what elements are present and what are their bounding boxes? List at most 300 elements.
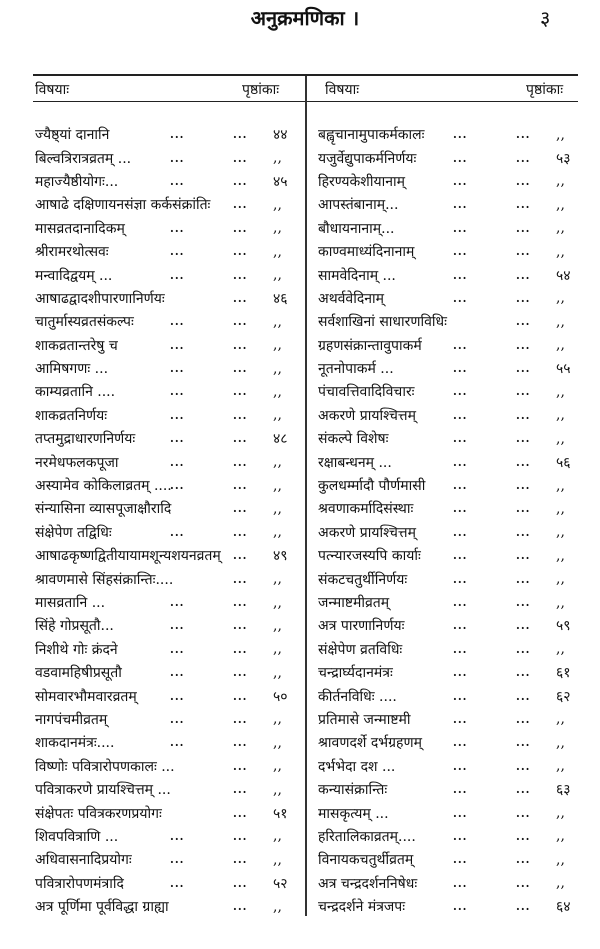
entry-page: ,, [556,243,565,260]
index-entry [35,310,305,333]
entry-title: चातुर्मास्यव्रतसंकल्पः [35,314,134,331]
entry-title: शाकव्रतान्तरेषु च [35,337,118,354]
entry-page: ५१ [273,805,288,822]
index-entry [35,755,305,778]
dot-leader: ... [453,712,468,726]
entry-page: ,, [273,196,282,213]
entry-page: ,, [556,477,565,494]
entry-title: अथर्ववेदिनाम् [318,290,385,307]
dot-leader: ... [170,128,185,142]
dot-leader: ... [516,268,531,282]
page-title: अनुक्रमणिका । [250,6,360,30]
index-entry [318,567,588,590]
entry-page: ,, [273,407,282,424]
index-entry [318,591,588,614]
dot-leader: ... [453,596,468,609]
dot-leader: ... [453,455,468,469]
entry-page: ,, [556,547,565,564]
dot-leader: ... [233,596,248,609]
entry-title: रक्षाबन्धनम् ... [318,454,392,471]
left-page-header: पृष्ठांकाः [242,82,280,98]
entry-title: प्रतिमासे जन्माष्टमी [318,711,411,728]
dot-leader: ... [453,268,468,282]
index-entry [35,170,305,193]
entry-title: बह्वृचानामुपाकर्मकालः [318,127,425,144]
entry-page: ५५ [556,361,571,378]
index-entry [35,334,305,357]
dot-leader: ... [453,642,468,656]
dot-leader: ... [233,572,248,586]
entry-title: श्रावणदर्शे दर्भग्रहणम् [318,735,422,752]
index-entry [318,825,588,848]
entry-page: ,, [556,594,565,611]
entry-page: ,, [556,407,565,424]
dot-leader: ... [233,689,248,703]
dot-leader: ... [233,362,248,376]
entry-page: ,, [273,734,282,751]
dot-leader: ... [516,455,531,469]
index-entry [35,895,305,918]
index-entry [318,380,588,403]
entry-page: ,, [273,337,282,354]
dot-leader: ... [233,619,248,633]
entry-page: ,, [273,524,282,541]
dot-leader: ... [233,432,248,446]
dot-leader: ... [233,712,248,726]
column-divider [305,76,307,916]
entry-page: ,, [273,500,282,517]
entry-page: ६४ [556,899,571,916]
entry-title: आमिषगणः ... [35,361,109,378]
entry-title: संक्षेपतः पवित्रकरणप्रयोगः [35,805,162,822]
entry-title: श्रीरामरथोत्सवः [35,244,109,261]
entry-title: शाकव्रतनिर्णयः [35,407,108,424]
index-entry [318,310,588,333]
dot-leader: ... [516,408,531,422]
dot-leader: ... [516,338,531,352]
dot-leader: ... [170,408,185,422]
entry-page: ,, [273,454,282,471]
entry-title: हिरण्यकेशीयानाम् [318,173,405,190]
dot-leader: ... [233,479,248,493]
index-entry [318,123,588,146]
entry-page: ,, [556,290,565,307]
entry-page: ,, [556,430,565,447]
index-entry [318,638,588,661]
dot-leader: ... [453,502,468,516]
index-entry [318,544,588,567]
dot-leader: ... [516,783,531,797]
entry-page: ,, [556,126,565,143]
dot-leader: ... [453,619,468,633]
index-entry [35,217,305,240]
dot-leader: ... [516,291,531,305]
dot-leader: ... [233,151,248,165]
dot-leader: ... [170,268,185,282]
entry-page: ,, [273,781,282,798]
entry-page: ,, [273,617,282,634]
dot-leader: ... [453,245,468,259]
entry-page: ,, [273,477,282,494]
dot-leader: ... [453,853,468,867]
entry-page: ४५ [273,173,288,190]
index-entry [318,357,588,380]
dot-leader: ... [170,315,185,329]
entry-title: सामवेदिनाम् ... [318,267,396,284]
index-entry [318,708,588,731]
entry-title: आषाढकृष्णद्वितीयायामशून्यशयनव्रतम् [35,548,221,565]
entry-page: ,, [556,196,565,213]
index-entry [35,474,305,497]
dot-leader: ... [516,245,531,259]
dot-leader: ... [453,362,468,376]
dot-leader: ... [516,712,531,726]
index-entry [35,778,305,801]
entry-title: मन्वादिद्वयम् ... [35,267,113,284]
entry-title: मासकृत्यम् ... [318,805,389,822]
index-entry [318,287,588,310]
dot-leader: ... [170,876,185,890]
index-entry [318,731,588,754]
dot-leader: ... [453,408,468,422]
dot-leader: ... [170,338,185,352]
index-entry [35,684,305,707]
entry-title: सर्वशाखिनां साधारणविधिः [318,314,447,331]
dot-leader: ... [516,689,531,703]
entry-page: ,, [556,851,565,868]
index-entry [318,778,588,801]
entry-page: ,, [556,173,565,190]
entry-page: ४८ [273,431,288,448]
dot-leader: ... [170,385,185,399]
dot-leader: ... [233,245,248,259]
entry-page: ६२ [556,688,571,705]
index-entry [35,146,305,169]
dot-leader: ... [233,853,248,867]
dot-leader: ... [170,455,185,469]
dot-leader: ... [233,174,248,188]
entry-title: पंचावत्तिवादिविचारः [318,384,415,401]
index-entry [318,474,588,497]
entry-title: तप्तमुद्राधारणनिर्णयः [35,431,136,448]
index-entry [35,567,305,590]
entry-page: ,, [273,758,282,775]
dot-leader: ... [516,736,531,750]
entry-title: संक्षेपेण व्रतविधिः [318,641,403,658]
entry-title: श्रवणाकर्मादिसंस्थाः [318,501,414,518]
dot-leader: ... [516,666,531,680]
entry-page: ५२ [273,875,288,892]
dot-leader: ... [516,853,531,867]
dot-leader: ... [170,642,185,656]
index-entry [35,544,305,567]
index-entry [35,193,305,216]
dot-leader: ... [516,362,531,376]
entry-title: संकल्पे विशेषः [318,431,389,448]
dot-leader: ... [453,572,468,586]
dot-leader: ... [233,642,248,656]
entry-page: ,, [556,641,565,658]
index-entry [318,614,588,637]
entry-page: ४४ [273,127,288,144]
index-entry [318,801,588,824]
dot-leader: ... [170,479,185,493]
entry-title: कुलधर्म्मादौ पौर्णमासी [318,478,426,495]
entry-title: नरमेधफलकपूजा [35,454,119,471]
dot-leader: ... [453,666,468,680]
dot-leader: ... [516,806,531,820]
index-entry [35,521,305,544]
entry-page: ,, [556,383,565,400]
dot-leader: ... [170,689,185,703]
index-entry [318,450,588,473]
dot-leader: ... [516,619,531,633]
entry-title: विष्णोः पवित्रारोपणकालः ... [35,758,175,775]
dot-leader: ... [516,829,531,843]
entry-title: ज्यैष्ठ्यां दानानि [35,127,110,144]
dot-leader: ... [516,759,531,773]
dot-leader: ... [516,315,531,329]
dot-leader: ... [453,338,468,352]
dot-leader: ... [453,900,468,914]
index-entry [318,334,588,357]
dot-leader: ... [170,712,185,726]
index-entry [318,872,588,895]
dot-leader: ... [453,128,468,142]
index-entry [35,848,305,871]
index-entry [318,521,588,544]
dot-leader: ... [233,900,248,914]
entry-title: कन्यासंक्रान्तिः [318,782,388,799]
index-entry [35,380,305,403]
dot-leader: ... [170,245,185,259]
entry-page: ६३ [556,782,571,799]
dot-leader: ... [453,876,468,890]
dot-leader: ... [233,806,248,820]
dot-leader: ... [233,549,248,563]
entry-title: नागपंचमीव्रतम् [35,711,108,728]
page-number: ३ [540,6,551,30]
entry-page: ,, [273,267,282,284]
index-entry [318,263,588,286]
dot-leader: ... [233,759,248,773]
entry-page: ,, [556,337,565,354]
entry-page: ,, [556,571,565,588]
index-entry [318,170,588,193]
dot-leader: ... [516,385,531,399]
index-entry [35,614,305,637]
dot-leader: ... [516,525,531,539]
entry-title: आषाढे दक्षिणायनसंज्ञा कर्कसंक्रांतिः [35,197,211,214]
dot-leader: ... [453,736,468,750]
dot-leader: ... [170,619,185,633]
dot-leader: ... [453,151,468,165]
dot-leader: ... [453,479,468,493]
dot-leader: ... [233,268,248,282]
dot-leader: ... [516,596,531,609]
right-index-column [318,123,588,918]
entry-page: ,, [273,571,282,588]
dot-leader: ... [453,783,468,797]
entry-page: ,, [273,851,282,868]
entry-page: ,, [273,641,282,658]
index-entry [35,497,305,520]
dot-leader: ... [516,572,531,586]
entry-title: जन्माष्टमीव्रतम् [318,595,390,611]
index-entry [318,193,588,216]
dot-leader: ... [516,432,531,446]
dot-leader: ... [453,221,468,235]
index-entry [35,263,305,286]
dot-leader: ... [170,432,185,446]
index-entry [35,801,305,824]
index-entry [35,427,305,450]
index-entry [318,755,588,778]
index-entry [35,287,305,310]
index-entry [35,731,305,754]
entry-title: अकरणे प्रायश्चित्तम् [318,407,416,424]
dot-leader: ... [170,151,185,165]
entry-page: ५३ [556,150,571,167]
dot-leader: ... [233,525,248,539]
dot-leader: ... [170,736,185,750]
entry-page: ,, [273,898,282,915]
entry-title: काण्वमाध्यंदिनानाम् [318,244,415,261]
entry-title: संक्षेपेण तद्विधिः [35,524,112,541]
entry-title: अत्र पूर्णिमा पूर्वविद्धा ग्राह्या [35,899,169,916]
dot-leader: ... [453,549,468,563]
entry-page: ,, [556,500,565,517]
entry-title: दर्भभेदा दश ... [318,758,396,775]
entry-title: बिल्वत्रिरात्रव्रतम् ... [35,150,132,167]
index-entry [35,872,305,895]
dot-leader: ... [233,198,248,212]
dot-leader: ... [233,666,248,680]
entry-title: संन्यासिना व्यासपूजाक्षौरादि [35,501,172,518]
dot-leader: ... [233,876,248,890]
dot-leader: ... [233,385,248,399]
entry-page: ,, [273,150,282,167]
entry-page: ,, [273,828,282,845]
entry-title: वडवामहिषीप्रसूतौ [35,665,122,682]
entry-page: ,, [273,664,282,681]
entry-page: ,, [556,734,565,751]
index-entry [35,357,305,380]
left-subject-header: विषयाः [35,82,70,98]
entry-title: कीर्तनविधिः .... [318,688,397,705]
dot-leader: ... [233,221,248,235]
dot-leader: ... [170,221,185,235]
entry-title: चन्द्रार्घ्यदानमंत्रः [318,665,393,682]
entry-page: ,, [273,383,282,400]
dot-leader: ... [516,876,531,890]
entry-title: यजुर्वेद्युपाकर्मनिर्णयः [318,150,417,167]
entry-title: अस्यामेव कोकिलाव्रतम् .... [35,478,172,495]
entry-page: ५० [273,688,288,705]
dot-leader: ... [233,736,248,750]
entry-title: बौधायनानाम्... [318,220,395,237]
entry-page: ६१ [556,665,571,682]
dot-leader: ... [233,502,248,516]
entry-title: आषाढद्वादशीपारणानिर्णयः [35,290,165,307]
index-entry [318,427,588,450]
index-entry [35,591,305,614]
index-entry [318,146,588,169]
dot-leader: ... [233,291,248,305]
entry-page: ४६ [273,290,288,307]
dot-leader: ... [453,829,468,843]
dot-leader: ... [516,151,531,165]
entry-page: ,, [273,243,282,260]
index-entry [318,240,588,263]
entry-page: ,, [556,524,565,541]
entry-page: ,, [556,875,565,892]
index-entry [35,450,305,473]
dot-leader: ... [233,829,248,843]
dot-leader: ... [516,502,531,516]
dot-leader: ... [233,128,248,142]
entry-title: शिवपवित्राणि ... [35,828,119,845]
entry-title: निशीथे गोः क्रंदने [35,641,118,658]
entry-page: ४९ [273,548,288,565]
dot-leader: ... [170,666,185,680]
dot-leader: ... [516,642,531,656]
entry-title: पवित्रारोपणमंत्रादि [35,875,124,892]
dot-leader: ... [516,198,531,212]
entry-page: ५९ [556,618,571,635]
dot-leader: ... [516,900,531,914]
entry-title: पवित्राकरणे प्रायश्चित्तम् ... [35,782,171,799]
index-entry [318,497,588,520]
entry-page: ,, [556,805,565,822]
entry-title: मासव्रतानि ... [35,595,106,611]
entry-title: अकरणे प्रायश्चित्तम् [318,524,416,541]
entry-page: ,, [556,313,565,330]
right-subject-header: विषयाः [325,82,360,98]
index-entry [35,661,305,684]
entry-page: ५४ [556,267,571,284]
dot-leader: ... [453,174,468,188]
dot-leader: ... [453,198,468,212]
entry-title: काम्यव्रतानि .... [35,384,116,401]
dot-leader: ... [453,432,468,446]
dot-leader: ... [516,221,531,235]
dot-leader: ... [233,783,248,797]
dot-leader: ... [233,455,248,469]
entry-title: अधिवासनादिप्रयोगः [35,852,132,869]
dot-leader: ... [453,385,468,399]
index-entry [35,708,305,731]
dot-leader: ... [453,525,468,539]
dot-leader: ... [170,596,185,609]
entry-page: ,, [273,220,282,237]
index-entry [318,661,588,684]
dot-leader: ... [170,829,185,843]
entry-title: शाकदानमंत्रः.... [35,735,115,752]
index-entry [35,638,305,661]
entry-title: अत्र पारणानिर्णयः [318,618,405,635]
index-entry [318,404,588,427]
entry-page: ,, [556,220,565,237]
index-entry [35,123,305,146]
index-entry [35,240,305,263]
dot-leader: ... [170,853,185,867]
dot-leader: ... [453,291,468,305]
entry-title: नूतनोपाकर्म ... [318,361,394,378]
index-entry [35,825,305,848]
dot-leader: ... [170,174,185,188]
dot-leader: ... [516,174,531,188]
